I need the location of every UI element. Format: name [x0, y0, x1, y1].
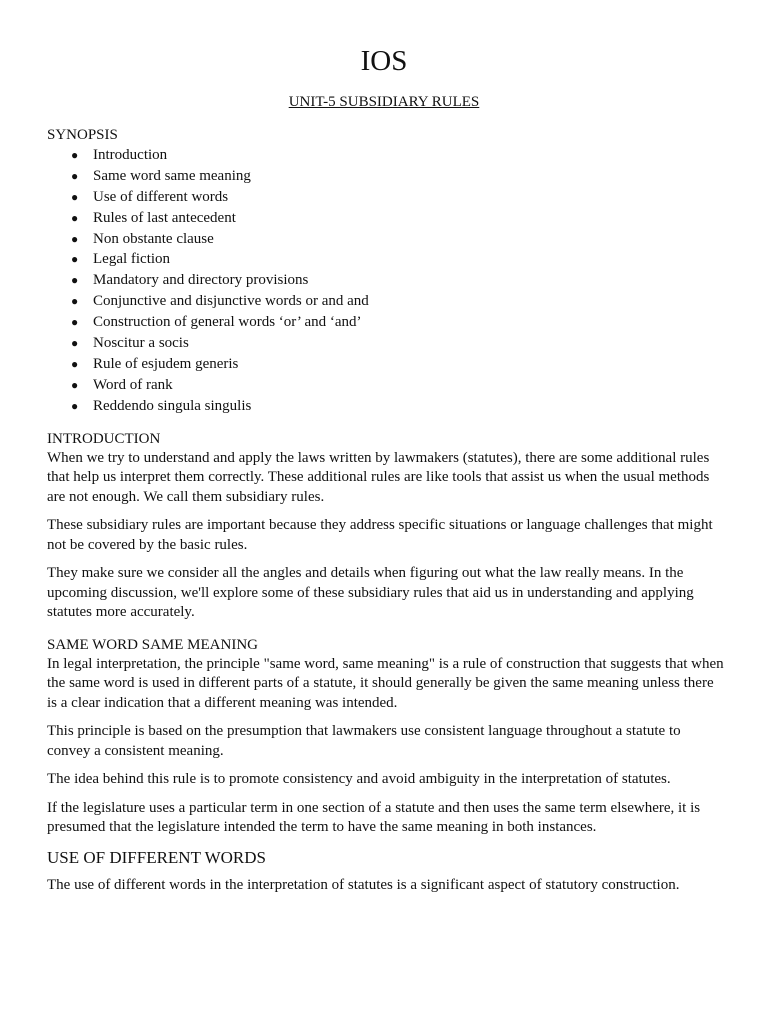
list-item [47, 375, 727, 396]
list-item-text: Same word same meaning [93, 167, 251, 184]
document-body [47, 125, 727, 904]
bullet-icon: ● [71, 294, 79, 309]
bullet-icon: ● [71, 210, 79, 225]
bullet-icon: ● [71, 231, 79, 246]
list-item-text: Noscitur a socis [93, 335, 189, 352]
list-item-text: Mandatory and directory provisions [93, 272, 309, 289]
list-item [47, 312, 727, 333]
list-item-text: Use of different words [93, 188, 229, 205]
paragraph: These subsidiary rules are important because they address specific situations or language challenges that might not be covered by the basic rules. [47, 517, 713, 553]
list-item-text: Construction of general words ‘or’ and ‘and’ [93, 314, 362, 331]
paragraph: The idea behind this rule is to promote consistency and avoid ambiguity in the interpretation of statutes. [47, 771, 671, 788]
synopsis-heading: SYNOPSIS [47, 127, 118, 143]
bullet-icon: ● [71, 315, 79, 330]
list-item [47, 229, 727, 250]
list-item-text: Conjunctive and disjunctive words or and and [93, 293, 369, 310]
paragraph: This principle is based on the presumption that lawmakers use consistent language throughout a statute to convey a consistent meaning. [47, 723, 681, 759]
list-item [47, 187, 727, 208]
list-item [47, 291, 727, 312]
list-item [47, 249, 727, 270]
list-item [47, 354, 727, 375]
paragraph: When we try to understand and apply the laws written by lawmakers (statutes), there are some additional rules that help us interpret them correctly. These additional rules are like tools that assist us when the usual methods are not enough. We call them subsidiary rules. [47, 449, 710, 505]
list-item-text: Introduction [93, 147, 168, 163]
list-item [47, 333, 727, 354]
bullet-icon: ● [71, 398, 79, 413]
synopsis-list [47, 145, 727, 417]
bullet-icon: ● [71, 377, 79, 392]
bullet-icon: ● [71, 336, 79, 351]
bullet-icon: ● [71, 252, 79, 267]
list-item-text: Reddendo singula singulis [93, 397, 252, 414]
document-subtitle: UNIT-5 SUBSIDIARY RULES [288, 94, 480, 110]
list-item-text: Word of rank [93, 376, 173, 393]
list-item [47, 396, 727, 417]
list-item-text: Rule of esjudem generis [93, 355, 239, 372]
paragraph: If the legislature uses a particular term in one section of a statute and then uses the same term elsewhere, it is presumed that the legislature intended the term to have the same meaning in both instances. [47, 799, 701, 836]
paragraph: The use of different words in the interpretation of statutes is a significant aspect of statutory construction. [47, 876, 680, 893]
paragraph: In legal interpretation, the principle "same word, same meaning" is a rule of construction that suggests that when the same word is used in different parts of a statute, it should generally be given the same meaning unless there is a clear indication that a different meaning was intended. [47, 655, 724, 711]
bullet-icon: ● [71, 148, 79, 162]
different-words-heading: USE OF DIFFERENT WORDS [47, 847, 266, 867]
list-item-text: Legal fiction [93, 251, 171, 268]
document-title: IOS [360, 45, 408, 77]
list-item [47, 145, 727, 166]
introduction-heading: INTRODUCTION [47, 430, 161, 447]
bullet-icon: ● [71, 356, 79, 371]
paragraph: They make sure we consider all the angles and details when figuring out what the law really means. In the upcoming discussion, we'll explore some of these subsidiary rules that aid us in understanding and applying statutes more accurately. [47, 565, 694, 621]
list-item-text: Non obstante clause [93, 230, 214, 247]
list-item [47, 166, 727, 187]
list-item [47, 208, 727, 229]
list-item-text: Rules of last antecedent [93, 209, 236, 226]
bullet-icon: ● [71, 273, 79, 288]
bullet-icon: ● [71, 168, 79, 183]
same-word-heading: SAME WORD SAME MEANING [47, 636, 258, 653]
bullet-icon: ● [71, 189, 79, 204]
list-item [47, 270, 727, 291]
